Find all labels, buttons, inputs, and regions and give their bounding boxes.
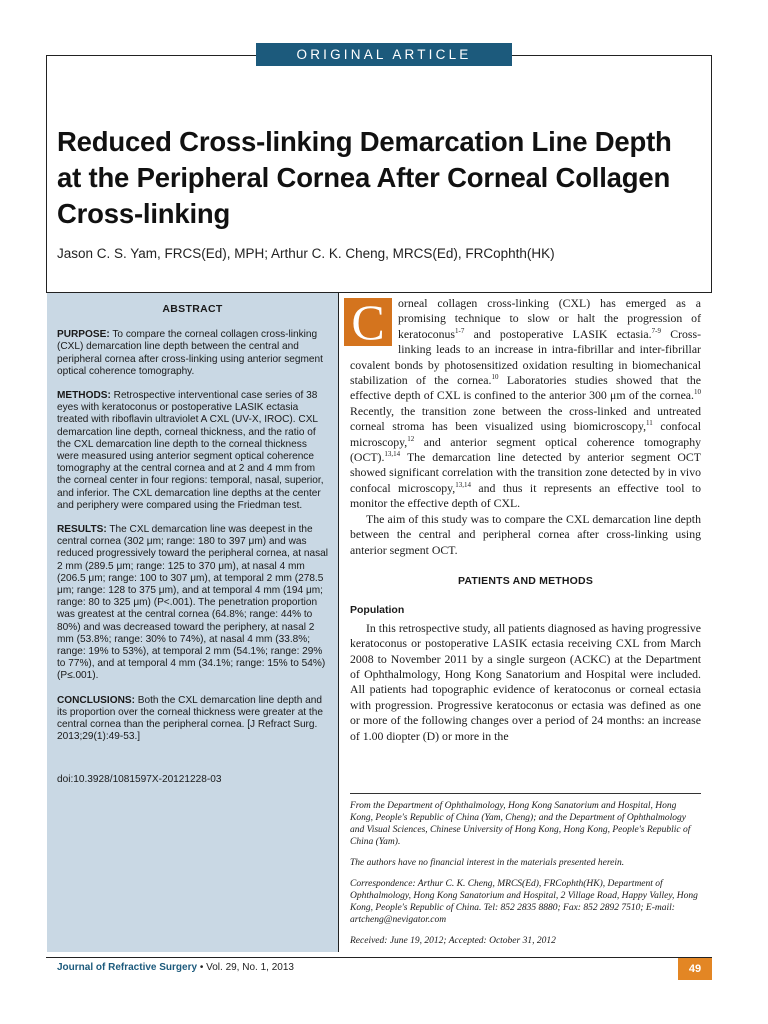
intro-text-1: orneal collagen cross-linking (CXL) has emerged as a promising technique to slow or halt the progression of keratoconus [398,296,701,341]
purpose-label: PURPOSE: [57,329,110,341]
citation-ref: 13,14 [384,450,401,459]
article-title: Reduced Cross-linking Demarcation Line Depth at the Peripheral Cornea After Corneal Collagen Cross-linking [57,126,672,229]
drop-cap: C [344,298,392,346]
doi-link[interactable]: doi:10.3928/1081597X-20121228-03 [57,773,222,785]
journal-footer [57,962,294,973]
citation-ref: 10 [694,388,701,397]
conclusions-text: Both the CXL demarcation line depth and its proportion over the corneal thickness were greater at the central cornea than the peripheral cornea. [J Refract Surg. 2013;29(1):49-53.] [57,694,323,743]
abstract-heading: ABSTRACT [162,303,223,315]
results-label: RESULTS: [57,524,107,536]
abstract-purpose [57,329,328,378]
intro-text-7: and anterior segment optical coherence tomography (OCT). [350,434,701,465]
intro-text-2: and postoperative LASIK ectasia. [464,326,652,341]
footnotes [350,793,701,956]
body-column [350,296,701,744]
correspondence-note: Correspondence: Arthur C. K. Cheng, MRCS(Ed), FRCophth(HK), Department of Ophthalmology, Hong Kong Sanatorium and Hospital, 2 Village Road, Happy Valley, Hong Kong, People's Republic of China. Tel: 852 2835 8880; Fax: 852 2892 7510; E-mail: artcheng@nevigator.com [350,879,698,925]
methods-text: Retrospective interventional case series of 38 eyes with keratoconus or postoperative LASIK ectasia treated with riboflavin ultraviolet A CXL (UV-X, IROC). CXL demarcation line depth, corneal thickness, and the ratio of the CXL demarcation line depth to the corneal thickness were measured using anterior segment optical coherence tomography at the central cornea and at 2 and 4 mm from the corneal center in four regions: temporal, nasal, superior, and inferior. The CXL demarcation line depths at the center and periphery were compared using the Friedman test. [57,390,324,511]
intro-text-6: confocal microscopy, [350,419,701,449]
citation-ref: 10 [491,373,499,382]
aim-paragraph: The aim of this study was to compare the CXL demarcation line depth between the central and peripheral cornea after cross-linking using anterior segment OCT. [350,511,701,557]
abstract-conclusions [57,695,328,744]
population-paragraph: In this retrospective study, all patients diagnosed as having progressive keratoconus or postoperative LASIK ectasia receiving CXL from March 2008 to November 2011 by a single surgeon (ACKC) at the Department of Ophthalmology, Hong Kong Sanatorium and Hospital were included. All patients had topographic evidence of keratoconus or corneal ectasia with progression. Progressive keratoconus or ectasia was defined as one or more of the following changes over a period of 24 months: an increase of 1.00 diopter (D) or more in the [350,620,701,743]
abstract-methods [57,390,328,512]
page-number: 49 [678,958,712,980]
footer-divider [46,957,712,958]
intro-text-8: The demarcation line detected by anterior segment OCT showed significant correlation with the transition zone detected by in vivo confocal microscopy, [350,450,701,495]
abstract-results [57,524,328,683]
journal-issue: • Vol. 29, No. 1, 2013 [197,962,294,973]
methods-label: METHODS: [57,390,111,402]
section-heading: PATIENTS AND METHODS [457,574,594,587]
dates-note: Received: June 19, 2012; Accepted: October 31, 2012 [350,936,556,946]
citation-ref: 12 [407,434,415,443]
purpose-text: To compare the corneal collagen cross-linking (CXL) demarcation line depth between the central and peripheral cornea after cross-linking using anterior segment optical coherence tomography. [57,329,323,377]
author-list: Jason C. S. Yam, FRCS(Ed), MPH; Arthur C. K. Cheng, MRCS(Ed), FRCophth(HK) [57,246,555,261]
subsection-heading: Population [350,604,405,617]
conclusions-label: CONCLUSIONS: [57,694,135,706]
citation-ref: 7-9 [651,326,661,335]
intro-text-4: Laboratories studies showed that the effective depth of CXL is confined to the anterior 300 μm of the cornea. [350,373,701,403]
journal-name: Journal of Refractive Surgery [57,962,198,973]
intro-text-5: Recently, the transition zone between the cross-linked and untreated corneal stroma has been visualized using biomicroscopy, [350,403,701,434]
article-type-banner: ORIGINAL ARTICLE [256,43,512,66]
affiliation-note: From the Department of Ophthalmology, Hong Kong Sanatorium and Hospital, Hong Kong, People's Republic of China (Yam, Cheng); and the Department of Ophthalmology and Visual Sciences, Chinese University of Hong Kong, Hong Kong, People's Republic of China (Yam). [350,801,691,847]
citation-ref: 11 [646,419,653,428]
results-text: The CXL demarcation line was deepest in the central cornea (302 μm; range: 180 to 397 μm) and was reduced progressively toward the peripheral cornea, at nasal 2 mm (289.5 μm; range: 125 to 370 μm), at nasal 4 mm (206.5 μm; range: 100 to 307 μm), at temporal 2 mm (278.5 μm; range: 128 to 375 μm), and at temporal 4 mm (194 μm; range: 80 to 325 μm) (P<.001). The penetration proportion was greatest at the central cornea (64.8%; range: 44% to 80%) and was decreased toward the periphery, at nasal 2 mm (53.8%; range: 30% to 74%), at nasal 4 mm (33.8%; range: 19% to 53%), at temporal 2 mm (54.1%; range: 29% to 77%), and at temporal 4 mm (34.1%; range: 15% to 54%) (P≤.001). [57,524,329,682]
intro-text-9: and thus it represents an effective tool to monitor the effective depth of CXL. [350,480,702,511]
disclosure-note: The authors have no financial interest in the materials presented herein. [350,858,625,868]
abstract-panel [47,293,339,952]
citation-ref: 13,14 [455,480,471,489]
intro-text-3: Cross-linking leads to an increase in intra-fibrillar and inter-fibrillar covalent bonds by photosensitized oxidation resulting in biomechanical stabilization of the cornea. [350,326,702,388]
intro-paragraph [350,296,701,512]
citation-ref: 1-7 [455,326,465,335]
